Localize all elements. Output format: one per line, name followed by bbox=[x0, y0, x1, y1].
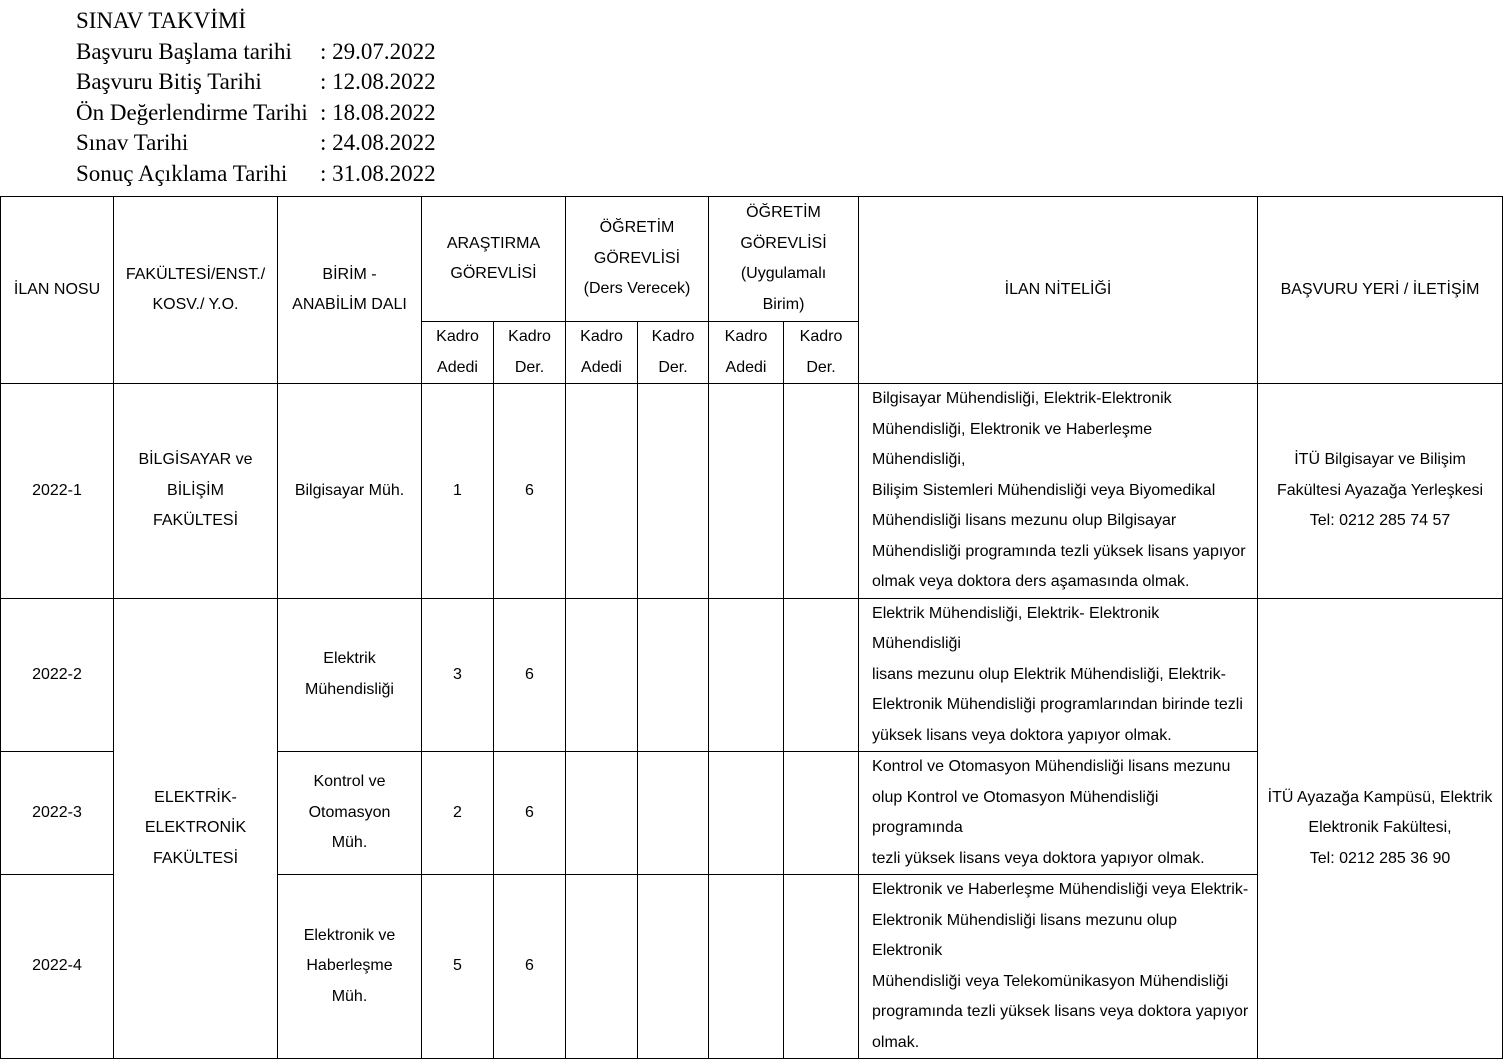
header-kadro-line: Kadro bbox=[580, 328, 623, 345]
cell-line: Elektronik Mühendisliği programlarından birinde tezli bbox=[872, 696, 1243, 713]
cell-line: Elektrik bbox=[323, 650, 376, 668]
schedule-value: : 31.08.2022 bbox=[320, 160, 436, 186]
cell-line: Bilgisayar Mühendisliği, Elektrik-Elektronik bbox=[872, 390, 1172, 407]
header-kadro-line: Kadro bbox=[508, 328, 551, 345]
header-fakulte-line: KOSV./ Y.O. bbox=[152, 296, 239, 313]
cell-birim bbox=[278, 598, 422, 752]
schedule-value: : 29.07.2022 bbox=[320, 38, 436, 64]
cell-line: Müh. bbox=[331, 987, 368, 1005]
header-kadro-line: Kadro bbox=[651, 328, 695, 345]
header-kadro-adedi bbox=[566, 322, 638, 384]
header-kadro-line: Der. bbox=[806, 358, 836, 376]
cell-ou-adet bbox=[709, 598, 784, 752]
cell-line: Tel: 0212 285 36 90 bbox=[1309, 849, 1451, 867]
schedule-label: Ön Değerlendirme Tarihi bbox=[76, 99, 308, 125]
header-kadro-der bbox=[784, 322, 859, 384]
header-ogretim-uyg-line: Birim) bbox=[762, 295, 805, 313]
header-kadro-line: Adedi bbox=[437, 358, 478, 376]
cell-ou-der bbox=[784, 875, 859, 1059]
cell-line: Müh. bbox=[331, 834, 368, 852]
cell-line: Elektrik Mühendisliği, Elektrik- Elektronik Mühendisliği bbox=[872, 604, 1160, 652]
cell-ar-adet: 3 bbox=[422, 598, 494, 752]
cell-ar-der: 6 bbox=[494, 598, 566, 752]
header-kadro-line: Der. bbox=[658, 358, 688, 376]
cell-ar-der: 6 bbox=[494, 752, 566, 875]
header-arastirma-gorevlisi bbox=[422, 197, 566, 322]
header-arastirma-line: ARAŞTIRMA bbox=[446, 234, 541, 252]
cell-line: Elektronik ve Haberleşme Mühendisliği veya Elektrik- bbox=[872, 881, 1249, 898]
cell-ou-adet bbox=[709, 384, 784, 599]
cell-line: olmak. bbox=[872, 1033, 920, 1051]
cell-ar-adet: 5 bbox=[422, 875, 494, 1059]
cell-ar-adet: 1 bbox=[422, 384, 494, 599]
cell-birim bbox=[278, 752, 422, 875]
header-birim-line: ANABİLİM DALI bbox=[292, 296, 407, 313]
cell-line: BİLGİSAYAR ve bbox=[138, 451, 253, 468]
header-kadro-adedi bbox=[422, 322, 494, 384]
cell-line: Fakültesi Ayazağa Yerleşkesi bbox=[1276, 481, 1484, 499]
cell-line: ELEKTRİK- bbox=[154, 788, 237, 806]
header-kadro-line: Adedi bbox=[581, 358, 622, 376]
cell-birim bbox=[278, 384, 422, 599]
cell-line: Bilişim Sistemleri Mühendisliği veya Biyomedikal bbox=[872, 481, 1216, 499]
cell-line: Otomasyon bbox=[308, 803, 391, 821]
cell-line: tezli yüksek lisans veya doktora yapıyor olmak. bbox=[872, 849, 1205, 867]
table-row bbox=[1, 598, 1503, 752]
header-fakulte bbox=[114, 197, 278, 384]
cell-line: FAKÜLTESİ bbox=[152, 512, 239, 529]
schedule-value: : 18.08.2022 bbox=[320, 99, 436, 125]
header-ogretim-ders-line: ÖĞRETİM bbox=[599, 219, 675, 237]
schedule-row bbox=[76, 159, 436, 190]
cell-od-adet bbox=[566, 384, 638, 599]
cell-line: Elektronik Mühendisliği lisans mezunu olup Elektronik bbox=[872, 911, 1178, 959]
cell-od-adet bbox=[566, 875, 638, 1059]
cell-line: Haberleşme bbox=[306, 957, 393, 975]
announcement-table bbox=[0, 196, 1503, 1059]
cell-od-der bbox=[638, 752, 709, 875]
cell-line: Tel: 0212 285 74 57 bbox=[1309, 512, 1451, 529]
table-row bbox=[1, 384, 1503, 599]
cell-line: FAKÜLTESİ bbox=[152, 849, 239, 867]
cell-od-der bbox=[638, 384, 709, 599]
cell-nitelik bbox=[859, 384, 1258, 599]
schedule-label: Başvuru Başlama tarihi bbox=[76, 38, 292, 64]
cell-ou-adet bbox=[709, 752, 784, 875]
header-kadro-adedi bbox=[709, 322, 784, 384]
cell-line: ELEKTRONİK bbox=[144, 819, 247, 836]
cell-ou-der bbox=[784, 752, 859, 875]
header-arastirma-line: GÖREVLİSİ bbox=[450, 265, 537, 282]
cell-line: Mühendisliği programında tezli yüksek lisans yapıyor bbox=[872, 542, 1246, 560]
cell-line: Kontrol ve bbox=[313, 773, 386, 791]
header-kadro-line: Kadro bbox=[436, 328, 479, 345]
cell-ar-der: 6 bbox=[494, 384, 566, 599]
schedule-row bbox=[76, 98, 436, 129]
header-kadro-line: Kadro bbox=[724, 328, 768, 345]
cell-line: BİLİŞİM bbox=[167, 481, 224, 499]
header-ogretim-uyg-line: (Uygulamalı bbox=[740, 265, 827, 282]
cell-nitelik bbox=[859, 598, 1258, 752]
header-basvuru: BAŞVURU YERİ / İLETİŞİM bbox=[1258, 197, 1503, 384]
header-birim bbox=[278, 197, 422, 384]
cell-line: lisans mezunu olup Elektrik Mühendisliği, Elektrik- bbox=[872, 665, 1226, 683]
cell-line: Elektronik Fakültesi, bbox=[1308, 819, 1452, 836]
header-ogretim-ders-line: GÖREVLİSİ bbox=[593, 249, 681, 267]
cell-ilan-no: 2022-3 bbox=[1, 752, 114, 875]
exam-schedule bbox=[76, 6, 436, 189]
cell-line: yüksek lisans veya doktora yapıyor olmak. bbox=[872, 726, 1172, 744]
cell-line: Elektronik ve bbox=[303, 926, 396, 944]
schedule-title: SINAV TAKVİMİ bbox=[76, 8, 247, 33]
schedule-row bbox=[76, 128, 436, 159]
header-ogretim-ders-line: (Ders Verecek) bbox=[583, 280, 691, 298]
cell-line: İTÜ Bilgisayar ve Bilişim bbox=[1294, 451, 1466, 468]
header-ilan-niteligi: İLAN NİTELİĞİ bbox=[859, 197, 1258, 384]
cell-od-adet bbox=[566, 752, 638, 875]
cell-line: olmak veya doktora ders aşamasında olmak. bbox=[872, 573, 1190, 590]
cell-ilan-no: 2022-2 bbox=[1, 598, 114, 752]
cell-line: Mühendisliği veya Telekomünikasyon Mühendisliği bbox=[872, 972, 1229, 990]
cell-line: Mühendisliği bbox=[305, 680, 394, 698]
cell-line: olup Kontrol ve Otomasyon Mühendisliği programında bbox=[872, 788, 1159, 836]
cell-nitelik bbox=[859, 752, 1258, 875]
cell-line: Bilgisayar Müh. bbox=[294, 481, 405, 499]
schedule-value: : 24.08.2022 bbox=[320, 130, 436, 155]
cell-line: programında tezli yüksek lisans veya doktora yapıyor bbox=[872, 1003, 1249, 1020]
header-ogretim-uyg-line: ÖĞRETİM bbox=[746, 204, 821, 221]
header-ogretim-ders bbox=[566, 197, 709, 322]
schedule-row bbox=[76, 67, 436, 98]
cell-basvuru bbox=[1258, 598, 1503, 1059]
header-kadro-line: Kadro bbox=[799, 328, 843, 345]
cell-fakulte bbox=[114, 598, 278, 1059]
cell-od-der bbox=[638, 598, 709, 752]
cell-ar-der: 6 bbox=[494, 875, 566, 1059]
schedule-label: Sonuç Açıklama Tarihi bbox=[76, 160, 288, 186]
cell-line: Mühendisliği lisans mezunu olup Bilgisayar bbox=[872, 512, 1177, 529]
cell-fakulte bbox=[114, 384, 278, 599]
cell-line: İTÜ Ayazağa Kampüsü, Elektrik bbox=[1267, 788, 1493, 806]
cell-ou-der bbox=[784, 384, 859, 599]
cell-nitelik bbox=[859, 875, 1258, 1059]
cell-basvuru bbox=[1258, 384, 1503, 599]
cell-ar-adet: 2 bbox=[422, 752, 494, 875]
header-kadro-der bbox=[494, 322, 566, 384]
header-ogretim-uygulamali bbox=[709, 197, 859, 322]
schedule-value: : 12.08.2022 bbox=[320, 69, 436, 94]
cell-ou-adet bbox=[709, 875, 784, 1059]
header-ilan-nosu: İLAN NOSU bbox=[1, 197, 114, 384]
cell-ilan-no: 2022-4 bbox=[1, 875, 114, 1059]
header-kadro-line: Der. bbox=[514, 358, 545, 376]
schedule-row bbox=[76, 37, 436, 68]
cell-line: Mühendisliği, Elektronik ve Haberleşme Mühendisliği, bbox=[872, 420, 1153, 468]
cell-od-adet bbox=[566, 598, 638, 752]
cell-birim bbox=[278, 875, 422, 1059]
cell-od-der bbox=[638, 875, 709, 1059]
header-ogretim-uyg-line: GÖREVLİSİ bbox=[740, 234, 827, 252]
header-kadro-line: Adedi bbox=[725, 358, 767, 376]
cell-ilan-no: 2022-1 bbox=[1, 384, 114, 599]
cell-line: Kontrol ve Otomasyon Mühendisliği lisans mezunu bbox=[872, 758, 1231, 775]
header-fakulte-line: FAKÜLTESİ/ENST./ bbox=[125, 265, 266, 283]
header-birim-line: BİRİM - bbox=[322, 265, 377, 283]
cell-ou-der bbox=[784, 598, 859, 752]
header-kadro-der bbox=[638, 322, 709, 384]
schedule-label: Sınav Tarihi bbox=[76, 130, 189, 155]
schedule-label: Başvuru Bitiş Tarihi bbox=[76, 69, 262, 94]
